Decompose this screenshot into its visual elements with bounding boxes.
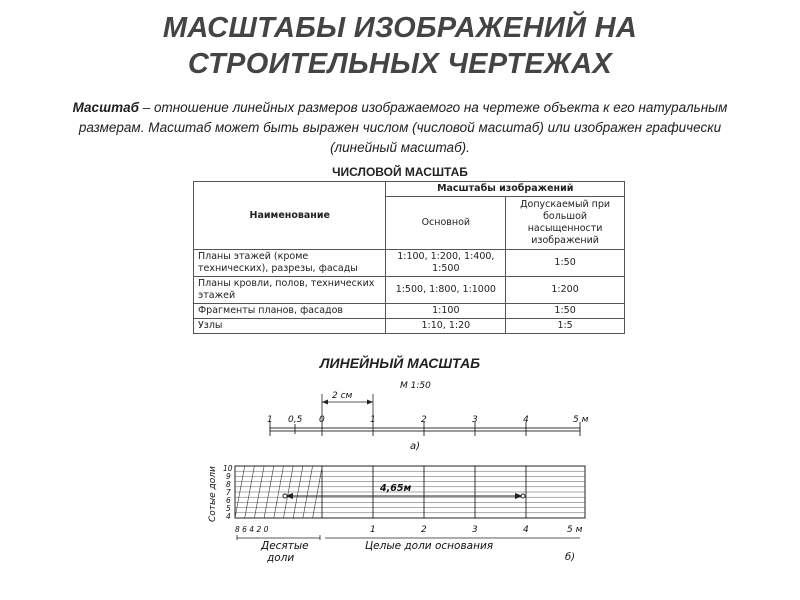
tick-label-b: 3 [472, 525, 478, 535]
definition-text: – отношение линейных размеров изображаемого на чертеже объекта к его натуральным размерам. Масштаб может быть выражен числом (числовой масштаб) или изображен графически (линейный масштаб). [78, 100, 728, 155]
header-scales: Масштабы изображений [386, 182, 625, 197]
header-name: Наименование [194, 182, 386, 250]
title-line-1: МАСШТАБЫ ИЗОБРАЖЕНИЙ НА [162, 12, 638, 44]
measurement-label: 4,65м [380, 483, 412, 494]
row-main: 1:10, 1:20 [386, 319, 506, 334]
caption-left-1: Десятые [261, 540, 309, 552]
linear-scale-drawing [195, 372, 615, 567]
caption-left-2: доли [267, 552, 295, 564]
scale-definition [60, 98, 740, 158]
header-main: Основной [386, 197, 506, 250]
table-row [194, 250, 625, 277]
row-allowed: 1:50 [506, 304, 625, 319]
vert-digit: 6 [226, 496, 231, 505]
tick-label: 3 [472, 415, 478, 425]
row-main: 1:100, 1:200, 1:400, 1:500 [386, 250, 506, 277]
tick-label: 0 [319, 415, 325, 425]
vertical-axis-label: Сотые доли [208, 466, 218, 522]
slide-title [100, 10, 700, 82]
row-name: Планы этажей (кроме технических), разрезы, фасады [194, 250, 386, 277]
vertical-digits [223, 464, 233, 521]
row-name: Планы кровли, полов, технических этажей [194, 277, 386, 304]
vert-digit: 9 [226, 472, 231, 481]
vert-digit: 4 [226, 512, 231, 521]
row-allowed: 1:50 [506, 250, 625, 277]
caption-main: Целые доли основания [365, 540, 494, 552]
vert-digit: 7 [226, 488, 231, 497]
scale-table [193, 181, 625, 334]
tick-label-b: 5 м [567, 525, 583, 535]
tick-label: 5 м [573, 415, 589, 425]
tick-label: 1 [267, 415, 273, 425]
tick-label-b: 1 [370, 525, 376, 535]
division-marker [322, 391, 373, 422]
table-row [194, 304, 625, 319]
fig-b-label: б) [565, 552, 576, 563]
row-name: Фрагменты планов, фасадов [194, 304, 386, 319]
title-line-2: СТРОИТЕЛЬНЫХ ЧЕРТЕЖАХ [187, 48, 613, 80]
tick-label: 1 [370, 415, 376, 425]
tick-label: 2 [421, 415, 427, 425]
tick-label: 0,5 [288, 415, 303, 425]
measurement-line [283, 483, 525, 499]
tick-label: 4 [523, 415, 529, 425]
table-row [194, 277, 625, 304]
row-main: 1:100 [386, 304, 506, 319]
row-allowed: 1:5 [506, 319, 625, 334]
header-allowed: Допускаемый при большой насыщенности изображений [506, 197, 625, 250]
tick-label-b: 4 [523, 525, 529, 535]
table-row [194, 319, 625, 334]
row-main: 1:500, 1:800, 1:1000 [386, 277, 506, 304]
row-name: Узлы [194, 319, 386, 334]
linear-scale-heading: ЛИНЕЙНЫЙ МАСШТАБ [319, 355, 481, 371]
small-ticks-b: 8 6 4 2 0 [235, 525, 269, 534]
division-label: 2 см [332, 391, 353, 401]
scale-note: М 1:50 [400, 381, 431, 391]
row-allowed: 1:200 [506, 277, 625, 304]
definition-term: Масштаб [72, 100, 139, 115]
fig-a-label: а) [410, 441, 421, 452]
table-header-row [194, 182, 625, 197]
vert-digit: 10 [223, 464, 233, 473]
vert-digit: 5 [226, 504, 231, 513]
tick-label-b: 2 [421, 525, 427, 535]
vert-digit: 8 [226, 480, 231, 489]
numeric-scale-heading: ЧИСЛОВОЙ МАСШТАБ [332, 165, 468, 179]
